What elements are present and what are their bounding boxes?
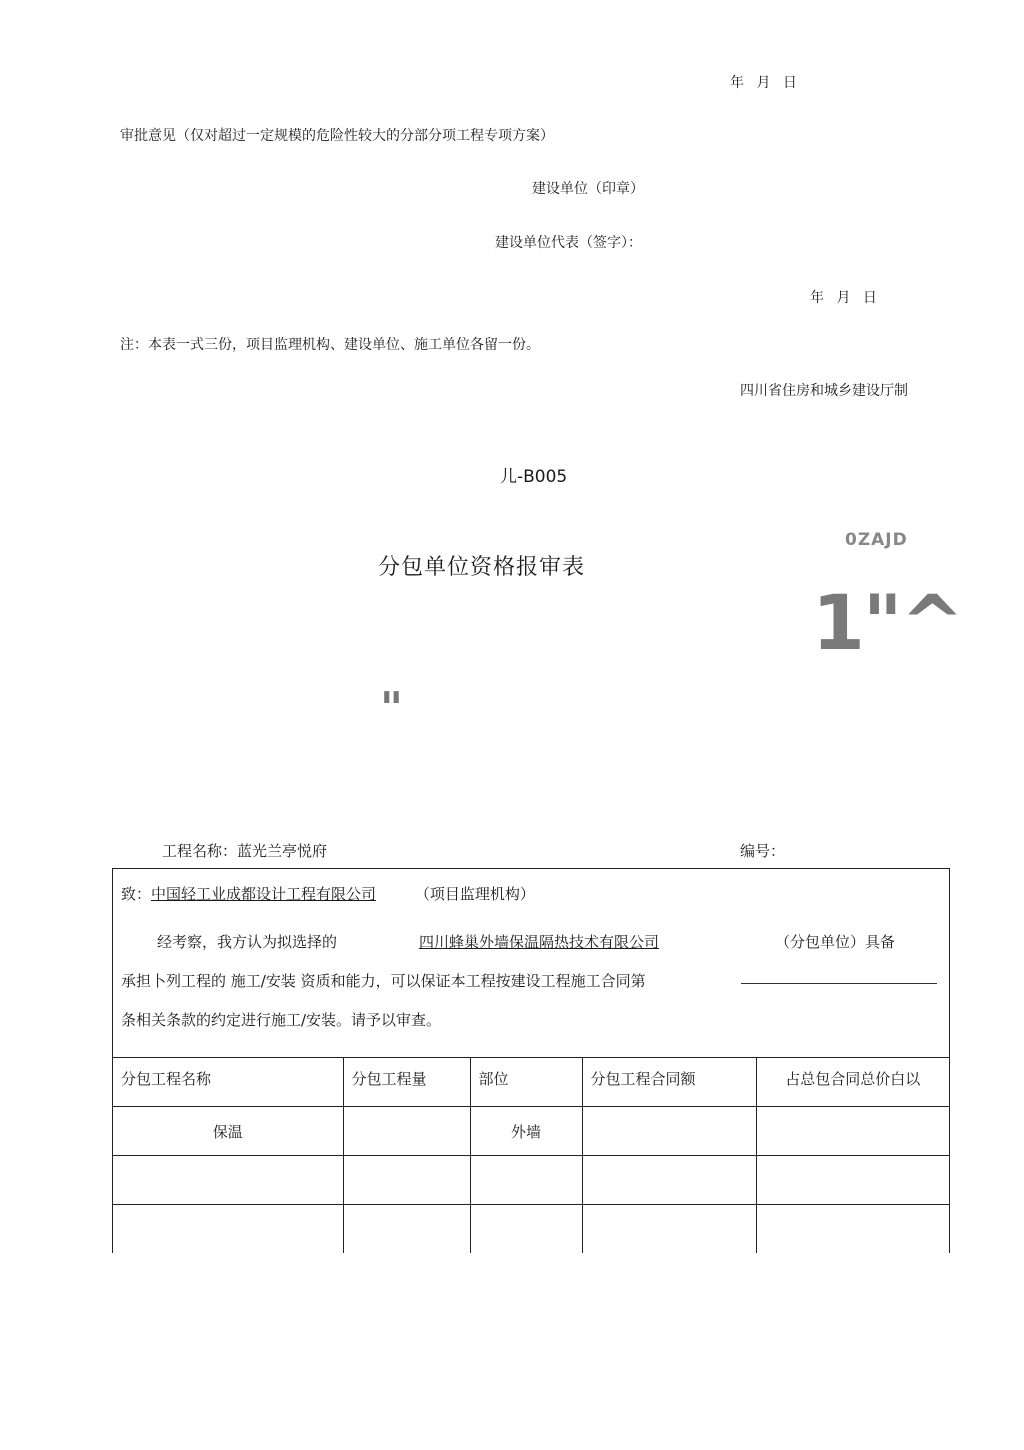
addressee-line <box>121 883 535 904</box>
header-location: 部位 <box>470 1058 582 1107</box>
p2-text: 承担卜列工程的 施工/安装 资质和能力，可以保证本工程按建设工程施工合同第 <box>121 972 646 990</box>
cell-contract-amount <box>582 1156 756 1205</box>
stamp-big-mark: 1"^ <box>812 578 963 667</box>
table-row <box>113 1205 949 1254</box>
cell-percentage <box>756 1156 949 1205</box>
paragraph-line-1 <box>157 931 337 952</box>
owner-rep-signature-label: 建设单位代表（签字）： <box>495 235 642 251</box>
p1-tail: （分包单位）具备 <box>775 933 896 951</box>
cell-percentage <box>756 1205 949 1254</box>
date-line-top: 年 月 日 <box>730 75 801 91</box>
table-row <box>113 1156 949 1205</box>
cell-contract-amount <box>582 1107 756 1156</box>
owner-seal-label: 建设单位（印章） <box>532 181 644 197</box>
stamp-code: 0ZAJD <box>845 530 908 550</box>
cell-quantity <box>343 1205 470 1254</box>
header-quantity: 分包工程量 <box>343 1058 470 1107</box>
to-label: 致： <box>121 885 152 903</box>
project-name-value: 蓝光兰亭悦府 <box>237 842 328 860</box>
cell-percentage <box>756 1107 949 1156</box>
table-row <box>113 1107 949 1156</box>
cell-work-name <box>113 1156 343 1205</box>
paragraph-line-3: 条相关条款的约定进行施工/安装。请予以审查。 <box>121 1011 442 1029</box>
subcontract-table <box>113 1057 949 1253</box>
cell-contract-amount <box>582 1205 756 1254</box>
form-title: 分包单位资格报审表 <box>378 555 586 580</box>
form-code: 儿-B005 <box>500 467 568 487</box>
subcontractor-name: 四川蜂巢外墙保温隔热技术有限公司 <box>419 933 660 951</box>
cell-location <box>470 1205 582 1254</box>
cell-quantity <box>343 1107 470 1156</box>
cell-location: 外墙 <box>470 1107 582 1156</box>
project-name-line <box>162 840 327 861</box>
cell-location <box>470 1156 582 1205</box>
approval-opinion-label: 审批意见（仅对超过一定规模的危险性较大的分部分项工程专项方案） <box>120 128 554 144</box>
date-line-bottom: 年 月 日 <box>810 290 881 306</box>
form-box <box>112 868 950 1253</box>
header-contract-amount: 分包工程合同额 <box>582 1058 756 1107</box>
form-number-label: 编号： <box>740 842 786 860</box>
copies-note: 注：本表一式三份，项目监理机构、建设单位、施工单位各留一份。 <box>120 337 540 353</box>
to-organization: 中国轻工业成都设计工程有限公司 <box>151 885 377 903</box>
project-name-label: 工程名称： <box>162 842 238 860</box>
p1-lead: 经考察，我方认为拟选择的 <box>157 933 338 951</box>
cell-work-name <box>113 1205 343 1254</box>
stamp-quote-mark: " <box>380 683 403 734</box>
contract-clause-blank <box>741 970 937 988</box>
to-suffix: （项目监理机构） <box>414 885 535 903</box>
table-header-row <box>113 1058 949 1107</box>
issuer-label: 四川省住房和城乡建设厅制 <box>740 383 908 399</box>
cell-work-name: 保温 <box>113 1107 343 1156</box>
header-percentage: 占总包合同总价白以 <box>756 1058 949 1107</box>
cell-quantity <box>343 1156 470 1205</box>
header-work-name: 分包工程名称 <box>113 1058 343 1107</box>
paragraph-line-2 <box>121 970 646 991</box>
